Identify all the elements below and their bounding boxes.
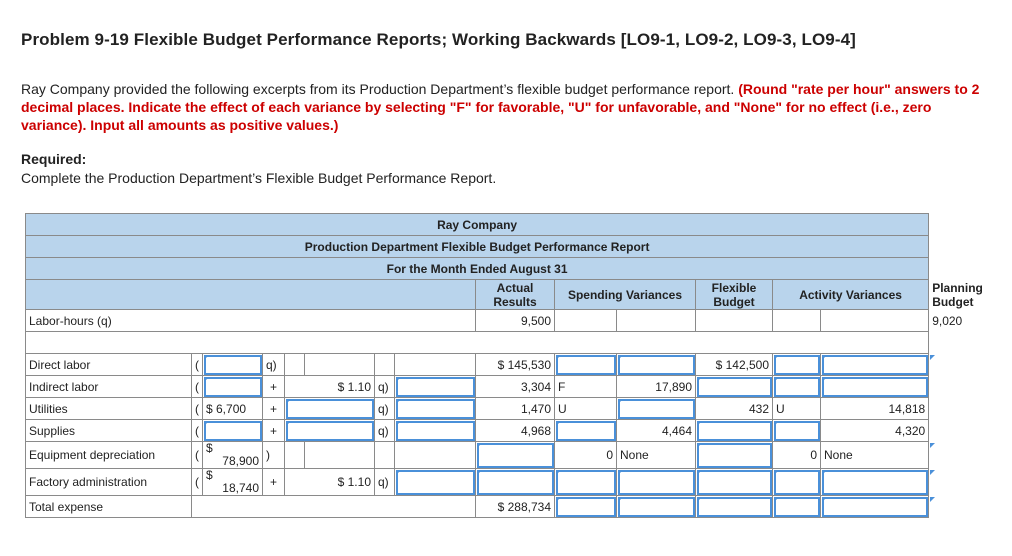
table-row: Factory administration ( $ 18,740 + $ 1.10 q) <box>26 469 929 496</box>
direct-labor-spending-input[interactable] <box>555 354 617 376</box>
indirect-labor-fixed-input[interactable] <box>203 376 263 398</box>
indirect-labor-planning-input[interactable] <box>821 376 929 398</box>
col-activity-variances: Activity Variances <box>773 280 929 310</box>
row-label: Supplies <box>26 420 192 442</box>
required-label: Required: <box>21 151 87 167</box>
indirect-labor-flexible: 17,890 <box>617 376 696 398</box>
labor-hours-label: Labor-hours (q) <box>26 310 476 332</box>
factory-fixed: 18,740 <box>222 481 259 495</box>
table-row: Direct labor ( q) $ 145,530 $ 142,500 <box>26 354 929 376</box>
supplies-activity-effect[interactable] <box>773 420 821 442</box>
factory-actual-formula-input[interactable] <box>395 469 476 496</box>
total-spending-effect[interactable] <box>617 496 696 518</box>
supplies-spending-input[interactable] <box>555 420 617 442</box>
equipment-flexible-input[interactable] <box>696 442 773 469</box>
supplies-actual-formula-input[interactable] <box>395 420 476 442</box>
direct-labor-activity-effect[interactable] <box>821 354 929 376</box>
total-activity-input[interactable] <box>773 496 821 518</box>
performance-report-table: Ray Company Production Department Flexible Budget Performance Report For the Month Ended August 31 Actual Results Spending Variances Flexible Budget Activity Variances Planning Budget Labor-hours (q) 9,500 9,020 Direct labor ( q) $ 145,530 $ 142,500 Indirect labor ( + $ 1.10 q) 3,304 F 17,890 Utilities ( $ 6,700 + q) 1,470 U 432 U 14,818 Supplies ( + q) 4,968 4,464 4,320 Equipment depreciation ( $ 78,900 ) 0 None 0 None Factory administration ( $ 18,740 + $ 1.10 q) Total expense $ 288,734 <box>25 213 929 518</box>
equipment-actual-input[interactable] <box>476 442 555 469</box>
indirect-labor-spending: 3,304 <box>476 376 555 398</box>
labor-hours-actual: 9,500 <box>476 310 555 332</box>
instructions-rounding-note: (Round "rate per hour" answers to 2 decimal places. Indicate the effect of each variance by selecting "F" for favorable, "U" for unfavorable, and "None" for no effect (i.e., zero variance). Input all amounts as positive values.) <box>21 81 980 133</box>
factory-activity-effect[interactable] <box>821 469 929 496</box>
table-row: Indirect labor ( + $ 1.10 q) 3,304 F 17,890 <box>26 376 929 398</box>
factory-spending-input[interactable] <box>555 469 617 496</box>
header-spacer <box>26 280 476 310</box>
direct-labor-actual: $ 145,530 <box>476 354 555 376</box>
col-spending-variances: Spending Variances <box>555 280 696 310</box>
indirect-labor-actual-input[interactable] <box>395 376 476 398</box>
row-label: Equipment depreciation <box>26 442 192 469</box>
direct-labor-activity-input[interactable] <box>773 354 821 376</box>
col-flexible-budget: Flexible Budget <box>696 280 773 310</box>
utilities-rate-input[interactable] <box>285 398 375 420</box>
table-row <box>26 496 929 518</box>
equipment-activity: 0 <box>773 442 821 469</box>
equipment-spending: 0 <box>555 442 617 469</box>
utilities-flexible-input[interactable] <box>617 398 696 420</box>
col-actual-results: Actual Results <box>476 280 555 310</box>
table-row: Supplies ( + q) 4,968 4,464 4,320 <box>26 420 929 442</box>
total-actual: $ 288,734 <box>476 496 555 518</box>
utilities-actual-input[interactable] <box>395 398 476 420</box>
row-label: Factory administration <box>26 469 192 496</box>
direct-labor-spending-effect[interactable] <box>617 354 696 376</box>
total-flexible-input[interactable] <box>696 496 773 518</box>
direct-labor-flexible: $ 142,500 <box>696 354 773 376</box>
supplies-activity-input[interactable] <box>696 420 773 442</box>
utilities-planning: 14,818 <box>821 398 929 420</box>
factory-activity-input[interactable] <box>773 469 821 496</box>
table-row: Equipment depreciation ( $ 78,900 ) 0 None 0 None <box>26 442 929 469</box>
supplies-planning: 4,320 <box>821 420 929 442</box>
row-label: Indirect labor <box>26 376 192 398</box>
supplies-flexible: 4,464 <box>617 420 696 442</box>
table-row: Utilities ( $ 6,700 + q) 1,470 U 432 U 14,818 <box>26 398 929 420</box>
supplies-actual: 4,968 <box>476 420 555 442</box>
instructions-text: Ray Company provided the following excerpts from its Production Department’s flexible budget performance report. <box>21 81 735 97</box>
required-text: Complete the Production Department’s Flexible Budget Performance Report. <box>21 170 497 186</box>
utilities-activity: 432 <box>696 398 773 420</box>
total-spending-input[interactable] <box>555 496 617 518</box>
equipment-fixed: 78,900 <box>222 454 259 468</box>
direct-labor-fixed-input[interactable] <box>203 354 263 376</box>
factory-spending-effect[interactable] <box>617 469 696 496</box>
report-company: Ray Company <box>26 214 929 236</box>
instructions <box>21 80 981 134</box>
supplies-fixed-input[interactable] <box>203 420 263 442</box>
row-label: Total expense <box>26 496 192 518</box>
supplies-rate-input[interactable] <box>285 420 375 442</box>
factory-flexible-input[interactable] <box>696 469 773 496</box>
report-name: Production Department Flexible Budget Performance Report <box>26 236 929 258</box>
row-label: Direct labor <box>26 354 192 376</box>
report-period: For the Month Ended August 31 <box>26 258 929 280</box>
factory-actual-input[interactable] <box>476 469 555 496</box>
utilities-spending: 1,470 <box>476 398 555 420</box>
indirect-labor-activity-effect[interactable] <box>773 376 821 398</box>
row-label: Utilities <box>26 398 192 420</box>
indirect-labor-activity-input[interactable] <box>696 376 773 398</box>
page-title: Problem 9-19 Flexible Budget Performance Reports; Working Backwards [LO9-1, LO9-2, LO9-3, LO9-4] <box>21 30 856 49</box>
labor-hours-row: Labor-hours (q) 9,500 9,020 <box>26 310 929 332</box>
total-activity-effect[interactable] <box>821 496 929 518</box>
